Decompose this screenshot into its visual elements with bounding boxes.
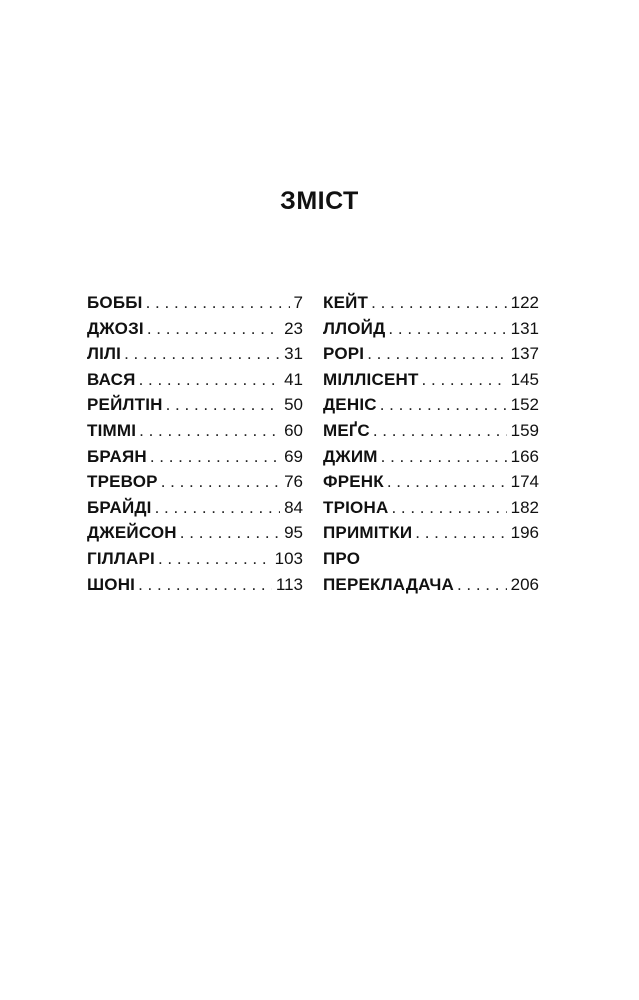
entry-title: БРАЙДІ [87,497,152,517]
entry-page-number: 206 [510,574,539,594]
entry-title: ТРІОНА [323,497,389,517]
entry-title: БОББІ [87,293,143,312]
dot-leader [364,341,506,367]
entry-page-number: 60 [284,420,303,440]
dot-leader [158,469,280,495]
entry-page-number: 95 [284,523,303,543]
toc-entry [323,316,539,342]
toc-entry [323,290,539,316]
entry-title: ДЕНІС [323,395,377,415]
dot-leader [136,367,280,393]
dot-leader [147,444,280,470]
entry-title: ДЖИМ [323,446,378,466]
toc-left-column [87,290,303,597]
toc-entry [87,469,303,495]
entry-page-number: 137 [510,344,539,364]
dot-leader [152,495,280,521]
entry-page-number: 159 [510,420,539,440]
entry-title: ТРЕВОР [87,472,158,492]
entry-page-number: 166 [510,446,539,466]
dot-leader [419,367,507,393]
toc-entry [323,469,539,495]
dot-leader [143,290,290,316]
entry-title: КЕЙТ [323,293,369,312]
entry-title: ШОНІ [87,574,136,594]
toc-entry [87,392,303,418]
entry-page-number: 152 [510,395,539,415]
dot-leader [384,469,507,495]
entry-page-number: 50 [284,395,303,415]
toc-entry [87,546,303,572]
entry-page-number: 174 [510,472,539,492]
entry-page-number: 76 [284,472,303,492]
toc-entry [87,418,303,444]
dot-leader [155,546,271,572]
entry-title: ЛЛОЙД [323,318,386,338]
toc-entry [323,495,539,521]
dot-leader [144,316,280,342]
toc-entry [87,367,303,393]
toc-entry [87,572,303,598]
toc-entry [323,546,539,572]
toc-entry [323,418,539,444]
dot-leader [368,290,507,316]
dot-leader [454,572,507,598]
toc-entry [87,316,303,342]
entry-title: ВАСЯ [87,369,136,389]
entry-page-number: 113 [275,574,303,594]
toc-entry [87,290,303,316]
toc-right-column [323,290,539,597]
toc-entry [323,572,539,598]
entry-page-number: 7 [293,293,303,312]
toc-entry [323,392,539,418]
entry-title: ГІЛЛАРІ [87,548,155,568]
entry-title: ПРО [323,548,361,568]
entry-title: ЛІЛІ [87,344,122,364]
dot-leader [136,418,280,444]
dot-leader [388,495,506,521]
entry-title: ДЖОЗІ [87,318,144,338]
dot-leader [163,392,280,418]
dot-leader [135,572,272,598]
entry-title: БРАЯН [87,446,147,466]
entry-title: РОРІ [323,344,365,364]
entry-page-number: 131 [510,318,539,338]
toc-entry [87,341,303,367]
entry-page-number: 69 [284,446,303,466]
dot-leader [412,520,506,546]
entry-page-number: 145 [510,369,539,389]
entry-page-number: 103 [274,548,303,568]
entry-title: ДЖЕЙСОН [87,523,177,543]
entry-title: МІЛЛІСЕНТ [323,369,419,389]
entry-page-number: 31 [284,344,303,364]
entry-page-number: 196 [510,523,539,543]
page-title: ЗМІСТ [280,187,359,215]
toc-entry [323,367,539,393]
toc-entry [323,444,539,470]
dot-leader [378,444,507,470]
toc-entry [87,520,303,546]
toc-entry [87,495,303,521]
dot-leader [370,418,507,444]
toc-entry [323,341,539,367]
dot-leader [177,520,280,546]
toc-entry [87,444,303,470]
entry-page-number: 23 [284,318,303,338]
entry-page-number: 41 [284,369,303,389]
entry-title: МЕҐС [323,420,370,440]
entry-title: РЕЙЛТІН [87,395,163,415]
dot-leader [377,392,507,418]
entry-title: ТІММІ [87,420,137,440]
entry-page-number: 122 [510,293,539,312]
entry-title: ПРИМІТКИ [323,523,413,543]
dot-leader [121,341,280,367]
dot-leader [385,316,506,342]
entry-page-number: 84 [284,497,303,517]
toc-entry [323,520,539,546]
entry-page-number: 182 [510,497,539,517]
entry-title: ФРЕНК [323,472,384,492]
entry-title: ПЕРЕКЛАДАЧА [323,574,454,594]
